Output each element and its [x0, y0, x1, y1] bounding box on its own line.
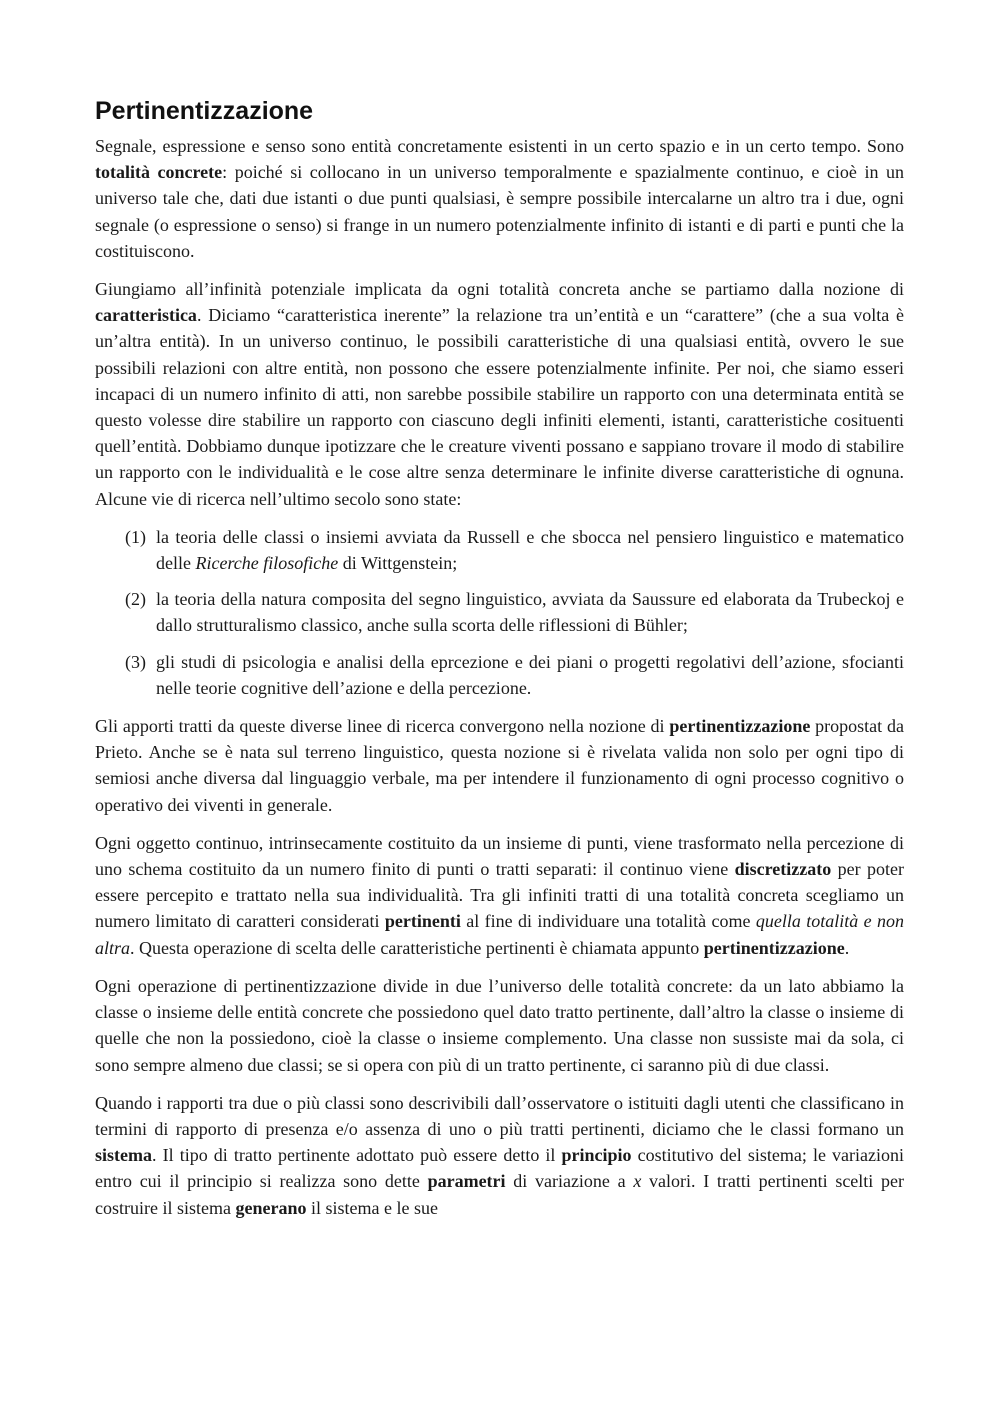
text-run: .	[844, 937, 850, 958]
list-item	[95, 649, 904, 701]
list-item	[95, 524, 904, 576]
list-item	[95, 586, 904, 638]
text-run: valori. I tratti pertinenti scelti per costruire il sistema	[95, 1171, 904, 1218]
bold-term-pertinentizzazione: pertinentizzazione	[669, 716, 811, 737]
italic-phrase: quella totalità e non altra	[95, 911, 904, 958]
paragraph-1	[95, 133, 904, 264]
italic-variable: x	[633, 1171, 642, 1192]
page-title: Pertinentizzazione	[95, 97, 314, 125]
text-run: . Diciamo “caratteristica inerente” la relazione tra un’entità e un “carattere” (che a sua volta è un’altra entità). In un universo continuo, le possibili caratteristiche di una qualsiasi entità, ovvero le sue possibili relazioni con altre entità, non possono che essere potenzialmente infinite. Per noi, che siamo esseri incapaci di un numero infinito di atti, non sarebbe possibile stabilire un rapporto con una determinata entità se questo volesse dire stabilire un rapporto con ciascuno degli infiniti elementi, istanti, caratteristiche cosituenti quell’entità. Dobbiamo dunque ipotizzare che le creature viventi possano e sappiano trovare il modo di stabilire un rapporto con le individualità e le cose altre senza determinare le infinite diverse caratteristiche di ognuna. Alcune vie di ricerca nell’ultimo secolo sono state:	[95, 305, 904, 509]
list-number: (1)	[125, 526, 146, 547]
text-run: : poiché si collocano in un universo temporalmente e spazialmente continuo, e cioè in un universo tale che, dati due istanti o due punti qualsiasi, è sempre possibile intercalarne un altro tra i due, ogni segnale (o espressione o senso) si frange in un numero potenzialmente infinito di istanti e di parti e punti che la costituiscono.	[95, 162, 904, 261]
text-run: il sistema e le sue	[306, 1197, 438, 1218]
bold-term-pertinentizzazione: pertinentizzazione	[703, 937, 845, 958]
italic-title: Ricerche filosofiche	[195, 553, 339, 574]
text-run: la teoria della natura composita del segno linguistico, avviata da Saussure ed elaborata da Trubeckoj e dallo strutturalismo classico, anche sulla scorta delle riflessioni di Bühler;	[156, 589, 904, 636]
bold-term-parametri: parametri	[427, 1171, 506, 1192]
paragraph-3	[95, 713, 904, 818]
text-run: Quando i rapporti tra due o più classi sono descrivibili dall’osservatore o istituiti dagli utenti che classificano in termini di rapporto di presenza e/o assenza di uno o più tratti pertinenti, diciamo che le classi formano un	[95, 1092, 904, 1139]
bold-term-discretizzato: discretizzato	[734, 859, 832, 880]
text-run: al fine di individuare una totalità come	[460, 911, 756, 932]
bold-term-principio: principio	[561, 1145, 632, 1166]
text-run: . Il tipo di tratto pertinente adottato può essere detto il	[152, 1145, 562, 1166]
paragraph-4	[95, 830, 904, 961]
text-run: di Wittgenstein;	[338, 553, 458, 574]
text-run: gli studi di psicologia e analisi della eprcezione e dei piani o progetti regolativi dell’azione, sfocianti nelle teorie cognitive dell’azione e della percezione.	[156, 651, 904, 698]
text-run: la teoria delle classi o insiemi avviata da Russell e che sbocca nel pensiero linguistico e matematico delle	[156, 526, 904, 574]
text-run: Ogni oggetto continuo, intrinsecamente costituito da un insieme di punti, viene trasformato nella percezione di uno schema costituito da un numero finito di punti o tratti separati: il continuo viene	[95, 832, 904, 880]
bold-term-totalita-concrete: totalità concrete	[95, 162, 223, 183]
text-run: costitutivo del sistema; le variazioni entro cui il principio si realizza sono dette	[95, 1145, 904, 1192]
bold-term-sistema: sistema	[95, 1145, 152, 1166]
text-run: propostat da Prieto. Anche se è nata sul terreno linguistico, questa nozione si è rivelata valida non solo per ogni tipo di semiosi anche diversa dal linguaggio verbale, ma per intendere il funzionamento di ogni processo cognitivo o operativo dei viventi in generale.	[95, 716, 905, 815]
list-number: (2)	[125, 589, 146, 610]
text-run: Gli apporti tratti da queste diverse linee di ricerca convergono nella nozione di	[95, 716, 670, 737]
text-run: Ogni operazione di pertinentizzazione divide in due l’universo delle totalità concrete: da un lato abbiamo la classe o insieme delle entità concrete che possiedono quel dato tratto pertinente, dall’altro la classe o insieme di quelle che non la possiedono, cioè la classe o insieme complemento. Una classe non sussiste mai da sola, ci sono sempre almeno due classi; se si opera con più di un tratto pertinente, ci saranno più di due classi.	[95, 975, 904, 1075]
paragraph-2	[95, 276, 904, 512]
text-run: Giungiamo all’infinità potenziale implicata da ogni totalità concreta anche se partiamo dalla nozione di	[95, 279, 904, 300]
bold-term-pertinenti: pertinenti	[384, 911, 461, 932]
text-run: di variazione a	[505, 1171, 634, 1192]
list-number: (3)	[125, 651, 146, 672]
research-list	[95, 524, 904, 701]
document-page	[95, 95, 904, 1233]
bold-term-caratteristica: caratteristica	[95, 305, 197, 326]
paragraph-5	[95, 973, 904, 1078]
text-run: Segnale, espressione e senso sono entità concretamente esistenti in un certo spazio e in un certo tempo. Sono	[95, 136, 904, 156]
text-run: per poter essere percepito e trattato nella sua individualità. Tra gli infiniti tratti di una totalità concreta scegliamo un numero limitato di caratteri considerati	[95, 859, 904, 932]
paragraph-6	[95, 1090, 904, 1221]
text-run: . Questa operazione di scelta delle caratteristiche pertinenti è chiamata appunto	[130, 937, 704, 958]
bold-term-generano: generano	[235, 1197, 307, 1218]
